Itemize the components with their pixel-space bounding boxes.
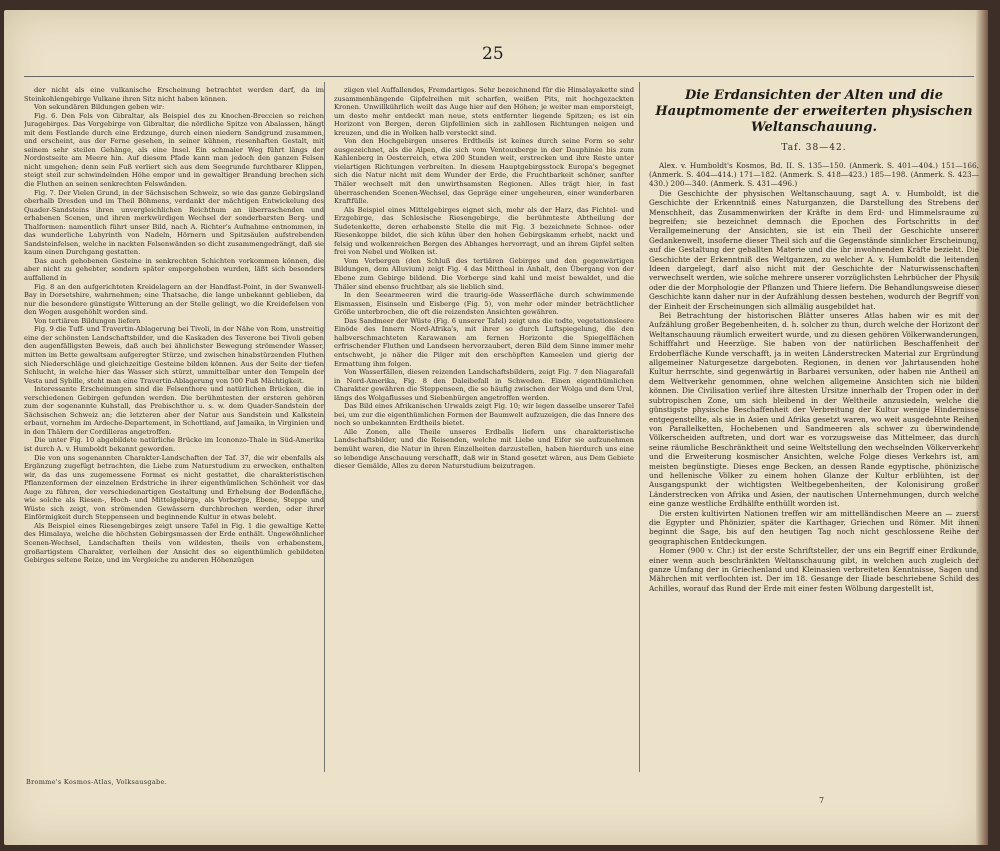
article-title: Die Erdansichten der Alten und die Hauptmomente der erweiterten physischen Weltanschauung.	[655, 88, 973, 135]
paragraph: Die unter Fig. 10 abgebildete natürliche Brücke im Icononzo-Thale in Süd-Amerika ist durch A. v. Humboldt bekannt geworden.	[24, 436, 324, 453]
paragraph: Die Geschichte der physischen Weltanschauung, sagt A. v. Humboldt, ist die Geschichte der Erkenntniß eines Naturganzen, die Darstellung des Strebens der Menschheit, das Zusammenwirken der Kräfte in dem Erd- und Himmelsraume zu begreifen; sie bezeichnet demnach die Epochen des Fortschritts in der Verallgemeinerung der Ansichten, sie ist ein Theil der Geschichte unserer Gedankenwelt, insoferne dieser Theil sich auf die Gegenstände sinnlicher Erscheinung, auf die Gestaltung der geballten Materie und die ihr inwohnenden Kräfte bezieht. Die Geschichte der Erkenntniß des Weltganzen, zu welcher A. v. Humboldt die leitenden Ideen dargelegt, darf also nicht mit der Geschichte der Naturwissenschaften verwechselt werden, wie solche mehrere unserer vorzüglichsten Lehrbücher der Physik oder die der Morphologie der Pflanzen und Thiere liefern. Die Behandlungsweise dieser Geschichte kann daher nur in der Aufzählung dessen bestehen, wodurch der Begriff von der Einheit der Erscheinungen sich allmälig ausgebildet hat.	[649, 188, 979, 311]
paragraph: zügen viel Auffallendes, Fremdartiges. Sehr bezeichnend für die Himalayakette sind zusammenhängende Gipfelreihen mit scharfen, weißen Pits, mit hochgezackten Kronen. Unwillkührlich weilt das Auge hier auf den Höhen; je weiter man emporsteigt, um desto mehr entdeckt man neue, stets entfernter liegende Spitzen; es ist ein Horizont von Bergen, deren Gipfellinien sich in zahllosen Richtungen neigen und kreuzen, und die in Wolken halb versteckt sind.	[334, 86, 634, 137]
text-column-right	[649, 88, 979, 788]
paragraph: Fig. 6. Den Fels von Gibraltar, als Beispiel des zu Knochen-Breccien so reichen Juragebirges. Das Vorgebirge von Gibraltar, die nördliche Spitze von Abalassen, hängt mit dem Festlande durch eine Erdzunge, durch einen niedern Sandgrund zusammen, und erscheint, aus der Ferne gesehen, in seiner kühnen, riesenhaften Gestalt, mit seinem sehr steilen Gehänge, als eine Insel. Ein schmaler Weg führt längs der Nordostseite am Meere hin. Auf diesem Pfade kann man jedoch den ganzen Felsen nicht umgehen; denn sein Fuß verliert sich aus dem Seegrunde furchtbarer Klippen, steigt steil zur schwindelnden Höhe empor und in gewaltiger Brandung brechen sich die Fluthen an seinen senkrechten Felswänden.	[24, 111, 324, 189]
paragraph: Fig. 8 an den aufgerichteten Kreidelagern an der Handfast-Point, in der Swanwell-Bay in Dorsetshire, wahrnehmen; eine Thatsache, die lange unbekannt geblieben, da nur die besondere günstigste Witterung an der Stelle gelingt, wo die Kreidefelsen von den Wogen ausgehöhlt worden sind.	[24, 282, 324, 317]
paragraph: Die von uns sogenannten Charakter-Landschaften der Taf. 37, die wir ebenfalls als Ergänzung zugefügt betrachten, die Liebe zum Naturstudium zu erwecken, enthalten wir, da das uns zugemessene Format es nicht gestattet, die charakteristischen Pflanzenformen der einzelnen Erdstriche in ihrer eigenthümlichen Schönheit vor das Auge zu führen, der verschiedenartigen Gestaltung und Erhebung der Bodenfläche, wie solche als Riesen-, Hoch- und Mittelgebirge, als Vorberge, Ebene, Steppe und Wüste sich zeigt, von strömenden Gewässern durchbrochen werden, oder ihrer Einförmigkeit durch Steppenseen und beginnende Kultur in etwas belebt.	[24, 453, 324, 522]
paragraph: Das Bild eines Afrikanischen Urwalds zeigt Fig. 10; wir legen dasselbe unserer Tafel bei, um zur die eigenthümlichen Formen der Baumwelt aufzuzeigen, die das Innere des noch so unbekannten Erdtheils bietet.	[334, 402, 634, 428]
page-number: 25	[482, 44, 504, 64]
publication-footer: Bromme's Kosmos-Atlas, Volksausgabe.	[26, 778, 167, 786]
paragraph: Von Wasserfällen, diesen reizenden Landschaftsbildern, zeigt Fig. 7 den Niagarafall in Nord-Amerika, Fig. 8 den Daleibefall in Schweden. Einen eigenthümlichen Charakter gewähren die Steppenseen, die so häufig zwischen der Wolga und dem Ural, längs des Wolgaflusses und Siebenbürgen angetroffen werden.	[334, 368, 634, 402]
paragraph: Fig. 7. Der Vielen Grund, in der Sächsischen Schweiz, so wie das ganze Gebirgsland oberhalb Dresden und im Theil Böhmens, verdankt der mächtigen Entwickelung des Quader-Sandsteins ihren unvergleichlichen Reichthum an überraschenden und erhabenen Scenen, und ihren merkwürdigen Wechsel der sonderbarsten Berg- und Thalformen: namentlich führt unser Bild, nach A. Richter's Aufnahme entnommen, in das wunderliche Labyrinth von Nadeln, Hörnern und Spitzsäulen aufstrebenden Sandsteinfelsen, welche in nackten Felsenwänden so dicht zusammengedrängt, daß sie kaum einen Durchgang gestatten.	[24, 188, 324, 257]
text-column-middle	[334, 86, 634, 776]
text-column-left	[24, 86, 324, 776]
paragraph: Von sekundären Bildungen geben wir:	[34, 103, 165, 112]
paragraph: Das Sandmeer der Wüste (Fig. 6 unserer Tafel) zeigt uns die todte, vegetationsleere Einöde des Innern Nord-Afrika's, mit ihrer so durch Luftspiegelung, die den halbverschmachteten Karawanen am fernen Horizonte die Spiegelflächen erfrischender Fluthen und Landseen hervorzaubert, deren Bild dem Sinne immer mehr entschwebt, je näher die Pilger mit den erschöpften Kameelen und gierig der Ermattung ihm folgen.	[334, 316, 634, 368]
paragraph: der nicht als eine vulkanische Erscheinung betrachtet werden darf, da im Steinkohlengebirge Vulkane ihren Sitz nicht haben können.	[24, 86, 324, 103]
paragraph: Das auch gehobenen Gesteine in senkrechten Schichten vorkommen können, die aber nicht zu gehebter, sondern später emporgehoben wurden, läßt sich besonders auffallend in	[24, 256, 324, 283]
paragraph: Von tertiären Bildungen liefern	[34, 316, 141, 325]
column-divider-1	[324, 82, 325, 772]
paragraph: Von den Hochgebirgen unseres Erdtheils ist keines durch seine Form so sehr ausgezeichnet, als die Alpen, die sich vom Ventouxberge in der Dauphinée bis zum Kahlenberg in Oesterreich, etwa 200 Stunden weit, erstrecken und ihre Reste unter vielartigen Richtungen verbreiten. In diesem Hauptgebirgsstock Europa's begegnet sich die Natur nicht mit dem Wunder der Erde, die Fruchtbarkeit schöner, sanfter Thäler wechselt mit den unwirthsamsten Regionen. Alles trägt hier, in fast überraschenden Scenen-Wechsel, das Gepräge einer ungeheuren, einer wunderbaren Kraftfülle.	[334, 137, 634, 206]
paragraph: Vom Vorbergen (den Schluß des tertiären Gebirges und den gegenwärtigen Bildungen, dem Alluvium) zeigt Fig. 4 das Mittheal in Anhalt, den Übergang von der Ebene zum Gebirge bildend. Die Vorberge sind kahl und meist bewaldet, und die Thäler sind ebenso fruchtbar, als sie lieblich sind.	[334, 256, 634, 291]
paragraph: Interessante Erscheinungen sind die Felsenthore und natürlichen Brücken, die in verschiedenen Gebirgen gefunden werden. Die berühmtesten der ersteren gehören zum der sogenannte Kuhstall, das Prebischthor u. s. w. dem Quader-Sandstein der Sächsischen Schweiz an; die letzteren aber der Natur aus Sandstein und Kalkstein erbaut, vornehm im Ardeche-Departement, in Schottland, auf Jamaika, in Virginien und in den Thälern der Cordilleras angetroffen.	[24, 385, 324, 436]
paragraph: Bei Betrachtung der historischen Blätter unseres Atlas haben wir es mit der Aufzählung großer Begebenheiten, d. h. solcher zu thun, durch welche der Horizont der Weltanschauung räumlich erweitert wurde, und zu diesen gehören Völkerwanderungen, Schifffahrt und Heerzüge. Sie haben von der natürlichen Beschaffenheit der Erdoberfläche Kunde verschafft, ja in weiten Länderstrecken Material zur Ergründung allgemeiner Naturgesetze dargeboten. Regionen, in denen vor Jahrtausenden hohe Kultur herrschte, sind gegenwärtig in Barbarei versunken, oder haben nie Antheil an dem Weltverkehr genommen, ohne welchen allgemeine Ansichten sich nie bilden können. Die Civilisation verlief ihre ältesten Ursitze innerhalb der Tropen oder in der subtropischen Zone, um sich bleibend in der Weltheile anzusiedeln, welche die günstigste physische Beschaffenheit der Verbreitung der Kultur wenige Hindernisse entgegenstellte, als sie in Asien und Afrika gesetzt waren, wo weit ausgedehnte Reihen von Parallelketten, Hochebenen und Sandmeeren als schwer zu überwindende Völkerscheiden auftreten, und dort war es vorzugsweise das Mittelmeer, das durch seine räumliche Beschränktheit und seine Weltstellung den wechselnden Völkerverkehr und die Erweiterung kosmischer Ansichten, welche Folge dieses Verkehrs ist, am meisten begünstigte. Dieses enge Becken, an dessen Rande egyptische, phönizische und hellenische Völker zu einem hohen Glanze der Kultur erblühten, ist der Ausgangspunkt der wichtigsten Weltbegebenheiten, der Kolonisirung großer Länderstrecken von Afrika und Asien, der nautischen Unternehmungen, durch welche eine ganze westliche Erdhälfte enthüllt worden ist.	[649, 311, 979, 509]
paragraph: Als Beispiel eines Mittelgebirges eignet sich, mehr als der Harz, das Fichtel- und Erzgebirge, das Schlesische Riesengebirge, die berühmteste Abtheilung der Sudetenkette, deren erhabenste Stelle die mit Fig. 3 bezeichnete Schnee- oder Riesenkoppe bildet, die sich kühn über den hohen Gebirgskamm erhebt, nackt und felsig und wolkenreichen Bergen des Abhanges hervorragt, und an ihrem Gipfel selten frei von Nebel und Wolken ist.	[334, 205, 634, 257]
header-rule	[24, 76, 974, 77]
paragraph: Alle Zonen, alle Theile unseres Erdballs liefern uns charakteristische Landschaftsbilder, und die Reisenden, welche mit Liebe und Eifer sie aufzunehmen bemüht waren, die Natur in ihren Einzelheiten darzustellen, haben hierdurch uns eine so lebendige Anschauung verschafft, daß wir in Stand gesetzt wären, aus Dem Gebiete dieser Gemälde, Alles zu deren Naturstudium beizutragen.	[334, 427, 634, 471]
column-divider-2	[639, 82, 640, 772]
paragraph: Fig. 9 die Tuff- und Travertin-Ablagerung bei Tivoli, in der Nähe von Rom, unstreitig eine der schönsten Landschaftsbilder, und die Kaskaden des Teverone bei Tivoli geben den augenfälligsten Beweis, daß auch bei ähnlichster Bewegung strömender Wasser, mitten im Bette gewaltsam aufgeregter Stürze, und zwischen hinabstürzenden Fluthen sich Niederschläge und gleichzeitige Gesteine bilden können. Aus der Seite der tiefen Schlucht, in welche hier das Wasser sich stürzt, ummittelbar unter den Tempeln der Vesta und Sybille, steht man eine Travertin-Ablagerung von 500 Fuß Mächtigkeit.	[24, 325, 324, 385]
paragraph: In den Seearmeeren wird die traurig-öde Wasserfläche durch schwimmende Eismassen, Eisinseln und Eisberge (Fig. 5), von mehr oder minder beträchtlicher Größe unterbrochen, die oft die reizendsten Ansichten gewähren.	[334, 291, 634, 317]
plate-reference: Taf. 38—42.	[781, 143, 847, 153]
paragraph: Homer (900 v. Chr.) ist der erste Schriftsteller, der uns ein Begriff einer Erdkunde, einer wenn auch beschränkten Weltanschauung gibt, in welchen auch zugleich der ganze Umfang der in Griechenland und Kleinasien verbreiteten Kenntnisse, Sagen und Mährchen mit verflochten ist. Der im 18. Gesange der Iliade beschriebene Schild des Achilles, worauf das Rund der Erde mit einer festen Wölbung dargestellt ist,	[649, 546, 979, 593]
source-reference: Alex. v. Humboldt's Kosmos, Bd. II. S. 135—150. (Anmerk. S. 401—404.) 151—166. (Anmerk. S. 404—414.) 171—182. (Anmerk. S. 418—423.) 185—198. (Anmerk. S. 423—430.) 200—340. (Anmerk. S. 431—496.)	[649, 160, 979, 189]
signature-mark: 7	[819, 796, 825, 805]
paragraph: Als Beispiel eines Riesengebirges zeigt unsere Tafel in Fig. 1 die gewaltige Kette des Himalaya, welche die höchsten Gebirgsmassen der Erde enthält. Ungewöhnlicher Scenen-Wechsel, Landschaften theils von wildesten, theils von erhabenstem, großartigstem Charakter, verleihen der Ansicht des so eigenthümlich gebildeten Gebirges seltene Reize, und im Vergleiche zu anderen Höhenzügen	[24, 521, 324, 565]
document-page	[4, 10, 988, 845]
paragraph: Die ersten kultivirten Nationen treffen wir am mittelländischen Meere an — zuerst die Egypter und Phönizier, später die Karthager, Griechen und Römer. Mit ihnen beginnt die Sage, bis auf den heutigen Tag noch nicht geschlossene Reihe der geographischen Entdeckungen.	[649, 508, 979, 546]
